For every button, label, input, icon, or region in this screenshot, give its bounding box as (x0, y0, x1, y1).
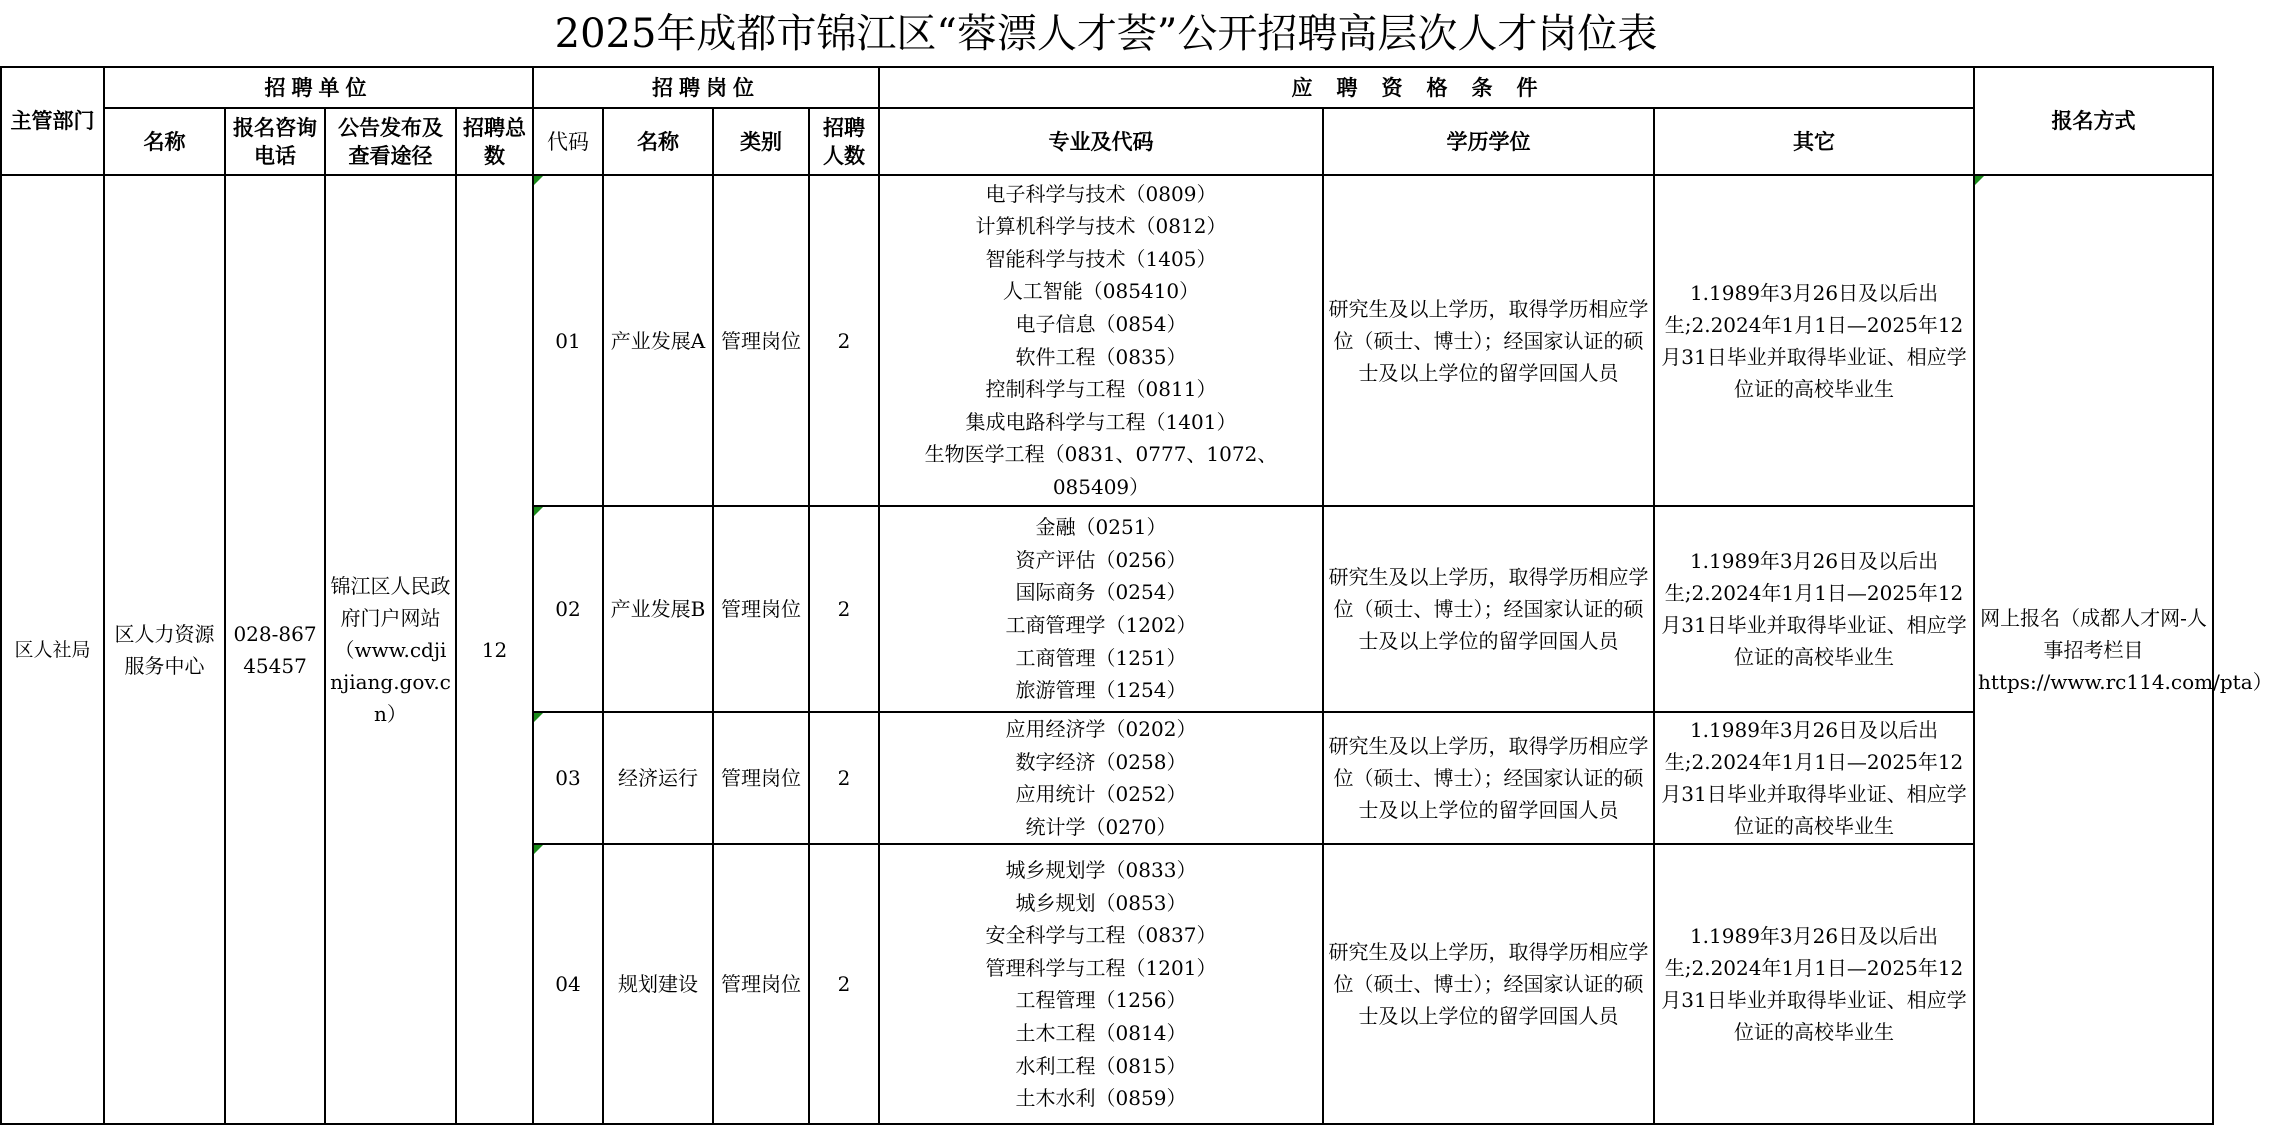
publish-cell: 锦江区人民政府门户网站（www.cdjinjiang.gov.cn） (325, 175, 456, 1124)
header-other: 其它 (1654, 108, 1974, 175)
major-item: 智能科学与技术（1405） (985, 246, 1217, 271)
header-phone: 报名咨询电话 (225, 108, 325, 175)
header-major: 专业及代码 (879, 108, 1323, 175)
degree-cell: 研究生及以上学历，取得学历相应学位（硕士、博士）；经国家认证的硕士及以上学位的留学回国人员 (1323, 506, 1654, 712)
header-category: 类别 (713, 108, 809, 175)
major-item: 控制科学与工程（0811） (985, 377, 1217, 402)
major-item: 工程管理（1256） (1015, 988, 1187, 1013)
major-item: 工商管理学（1202） (1005, 613, 1197, 637)
header-unit-name: 名称 (104, 108, 225, 175)
page-title: 2025年成都市锦江区“蓉漂人才荟”公开招聘高层次人才岗位表 (554, 11, 1658, 57)
post-category-cell: 管理岗位 (713, 844, 809, 1124)
post-count-cell: 2 (809, 175, 879, 506)
header-apply: 报名方式 (1974, 67, 2213, 175)
major-item: 旅游管理（1254） (1015, 678, 1187, 703)
header-post-group: 招聘岗位 (533, 67, 879, 108)
major-item: 国际商务（0254） (1015, 580, 1187, 605)
recruitment-table (0, 66, 2273, 1125)
major-item: 软件工程（0835） (1015, 344, 1187, 369)
major-item: 城乡规划学（0833） (1005, 858, 1197, 882)
other-cell: 1.1989年3月26日及以后出生;2.2024年1月1日—2025年12月31日毕业并取得毕业证、相应学位证的高校毕业生 (1654, 506, 1974, 712)
major-item: 电子信息（0854） (1015, 311, 1187, 336)
header-code: 代码 (533, 108, 603, 175)
header-row-2 (1, 108, 2213, 175)
post-count-cell: 2 (809, 506, 879, 712)
header-post-name: 名称 (603, 108, 713, 175)
header-dept: 主管部门 (1, 67, 104, 175)
major-item: 人工智能（085410） (1002, 279, 1200, 304)
other-cell: 1.1989年3月26日及以后出生;2.2024年1月1日—2025年12月31日毕业并取得毕业证、相应学位证的高校毕业生 (1654, 844, 1974, 1124)
post-name-cell: 产业发展B (603, 506, 713, 712)
major-item: 生物医学工程（0831、0777、1072、085409） (924, 442, 1278, 499)
header-unit-group: 招聘单位 (104, 67, 533, 108)
major-item: 电子科学与技术（0809） (985, 181, 1217, 206)
major-item: 金融（0251） (1035, 515, 1167, 540)
major-item: 应用统计（0252） (1015, 782, 1187, 807)
post-name-cell: 经济运行 (603, 712, 713, 844)
post-category-cell: 管理岗位 (713, 175, 809, 506)
degree-cell: 研究生及以上学历，取得学历相应学位（硕士、博士）；经国家认证的硕士及以上学位的留学回国人员 (1323, 712, 1654, 844)
post-count-cell: 2 (809, 712, 879, 844)
header-row-1 (1, 67, 2213, 108)
table-row (1, 175, 2213, 506)
header-publish: 公告发布及查看途径 (325, 108, 456, 175)
phone-cell: 028-86745457 (225, 175, 325, 1124)
major-item: 数字经济（0258） (1015, 749, 1187, 774)
major-item: 集成电路科学与工程（1401） (965, 409, 1237, 434)
major-item: 计算机科学与技术（0812） (975, 214, 1227, 239)
post-code-cell: 01 (533, 175, 603, 506)
major-item: 管理科学与工程（1201） (985, 955, 1217, 980)
post-code-cell: 04 (533, 844, 603, 1124)
major-item: 城乡规划（0853） (1015, 890, 1187, 915)
header-total: 招聘总数 (456, 108, 533, 175)
degree-cell: 研究生及以上学历，取得学历相应学位（硕士、博士）；经国家认证的硕士及以上学位的留学回国人员 (1323, 175, 1654, 506)
header-degree: 学历学位 (1323, 108, 1654, 175)
major-item: 水利工程（0815） (1015, 1053, 1187, 1078)
other-cell: 1.1989年3月26日及以后出生;2.2024年1月1日—2025年12月31日毕业并取得毕业证、相应学位证的高校毕业生 (1654, 712, 1974, 844)
post-name-cell: 产业发展A (603, 175, 713, 506)
major-item: 土木水利（0859） (1015, 1086, 1187, 1111)
major-item: 安全科学与工程（0837） (985, 923, 1217, 948)
major-item: 统计学（0270） (1025, 814, 1177, 839)
major-cell (879, 844, 1323, 1124)
major-cell (879, 175, 1323, 506)
other-cell: 1.1989年3月26日及以后出生;2.2024年1月1日—2025年12月31日毕业并取得毕业证、相应学位证的高校毕业生 (1654, 175, 1974, 506)
unit-name-cell: 区人力资源服务中心 (104, 175, 225, 1124)
post-count-cell: 2 (809, 844, 879, 1124)
major-cell (879, 712, 1323, 844)
major-item: 工商管理（1251） (1015, 645, 1187, 670)
major-item: 土木工程（0814） (1015, 1020, 1187, 1045)
total-cell: 12 (456, 175, 533, 1124)
post-category-cell: 管理岗位 (713, 712, 809, 844)
major-item: 资产评估（0256） (1015, 547, 1187, 572)
dept-cell: 区人社局 (1, 175, 104, 1124)
post-code-cell: 03 (533, 712, 603, 844)
apply-cell: 网上报名（成都人才网-人事招考栏目https://www.rc114.com/pta） (1974, 175, 2213, 1124)
major-cell (879, 506, 1323, 712)
header-count: 招聘人数 (809, 108, 879, 175)
header-qual-group: 应聘资格条件 (879, 67, 1974, 108)
post-category-cell: 管理岗位 (713, 506, 809, 712)
degree-cell: 研究生及以上学历，取得学历相应学位（硕士、博士）；经国家认证的硕士及以上学位的留学回国人员 (1323, 844, 1654, 1124)
post-name-cell: 规划建设 (603, 844, 713, 1124)
major-item: 应用经济学（0202） (1005, 717, 1197, 741)
post-code-cell: 02 (533, 506, 603, 712)
